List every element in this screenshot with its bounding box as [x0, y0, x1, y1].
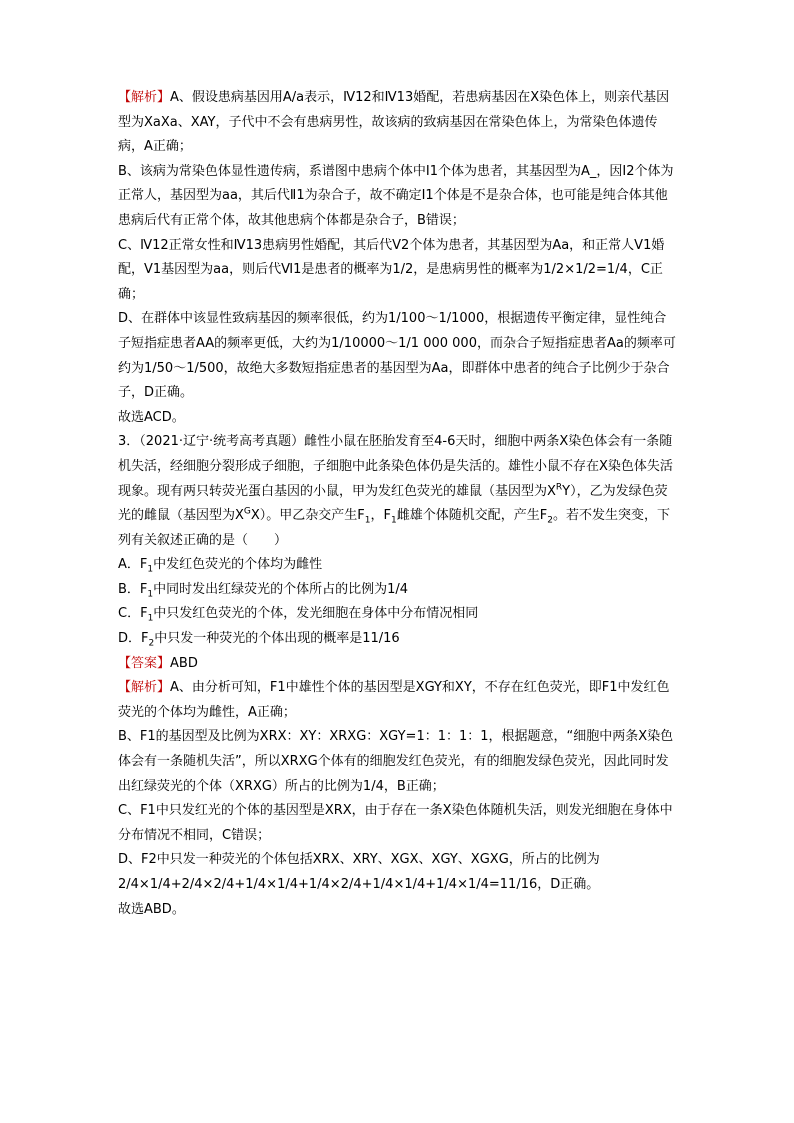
option-c [118, 602, 678, 627]
option-c-prefix: C．F [118, 606, 148, 622]
stem-part-1: 雌性小鼠在胚胎发育至4-6天时，细胞中两条X染色体会有一条随机失活，经细胞分裂形成子细胞，子细胞中此条染色体仍是失活的。雄性小鼠不存在X染色体失活现象。现有两只转荧光蛋白基因的小鼠，甲为发红色荧光的雄鼠（基因型为X [118, 434, 673, 499]
stem-sup-r: R [555, 482, 563, 493]
option-a-text: 中发红色荧光的个体均为雌性 [153, 557, 323, 573]
stem-part-6: 。若不发生突变，下列有关叙述正确的是（ ） [118, 508, 670, 548]
q3-analysis-paragraph-c: C、F1中只发红光的个体的基因型是XRX，由于存在一条X染色体随机失活，则发光细胞在身体中分布情况不相同，C错误； [118, 803, 673, 843]
option-d [118, 627, 678, 652]
answer-line [118, 652, 678, 677]
answer-tag: 【答案】 [118, 655, 171, 671]
option-d-prefix: D．F [118, 631, 149, 647]
stem-sub-2: 2 [547, 515, 553, 526]
option-a [118, 553, 678, 578]
analysis-a-text: A、假设患病基因用A/a表示，Ⅳ12和Ⅳ13婚配，若患病基因在X染色体上，则亲代基因型为XaXa、XAY，子代中不会有患病男性，故该病的致病基因在常染色体上，为常染色体遗传病，A正确； [118, 90, 670, 155]
question-number: 3． [118, 434, 140, 450]
option-b [118, 578, 678, 603]
analysis-paragraph-b: B、该病为常染色体显性遗传病，系谱图中患病个体中Ⅰ1个体为患者，其基因型为A_，因Ⅰ2个体为正常人，基因型为aa，其后代Ⅱ1为杂合子，故不确定Ⅰ1个体是不是杂合体，也可能是纯合体其他患病后代有正常个体，故其他患病个体都是杂合子，B错误； [118, 163, 674, 228]
document-page [118, 86, 678, 922]
q3-analysis-paragraph-b: B、F1的基因型及比例为XRX：XY：XRXG：XGY=1：1：1：1，根据题意，“细胞中两条X染色体会有一条随机失活”，所以XRXG个体有的细胞发红色荧光，有的细胞发绿色荧光，因此同时发出红绿荧光的个体（XRXG）所占的比例为1/4，B正确； [118, 729, 674, 794]
analysis-paragraph-c: C、Ⅳ12正常女性和Ⅳ13患病男性婚配，其后代Ⅴ2个体为患者，其基因型为Aa，和正常人Ⅴ1婚配，Ⅴ1基因型为aa，则后代Ⅵ1是患者的概率为1/2，是患病男性的概率为1/2×1/2=1/4，C正确； [118, 237, 665, 302]
answer-value: ABD [170, 655, 198, 671]
q3-analysis-paragraph-d: D、F2中只发一种荧光的个体包括XRX、XRY、XGX、XGY、XGXG，所占的比例为2/4×1/4+2/4×2/4+1/4×1/4+1/4×2/4+1/4×1/4+1/4×1/4=11/16，D正确。 [118, 852, 600, 892]
option-a-prefix: A．F [118, 557, 148, 573]
stem-part-5: 雌雄个体随机交配，产生F [396, 508, 548, 524]
question-source: （2021·辽宁·统考高考真题） [139, 434, 305, 450]
option-b-sub: 1 [147, 589, 154, 600]
q3-analysis-tag: 【解析】 [118, 680, 171, 696]
option-d-sub: 2 [148, 638, 155, 649]
analysis-tag: 【解析】 [118, 90, 171, 105]
stem-part-2: Y），乙为发绿色荧光的雌鼠（基因型为X [118, 483, 668, 524]
stem-part-4: ，F [370, 508, 391, 524]
q3-analysis-paragraph-a [118, 676, 678, 725]
q3-analysis-a-text: A、由分析可知，F1中雄性个体的基因型是XGY和XY，不存在红色荧光，即F1中发红色荧光的个体均为雌性，A正确； [118, 680, 670, 720]
analysis-paragraph-a [118, 86, 678, 160]
stem-sub-1a: 1 [364, 515, 371, 526]
analysis-paragraph-d: D、在群体中该显性致病基因的频率很低，约为1/100～1/1000，根据遗传平衡定律，显性纯合子短指症患者AA的频率更低，大约为1/10000～1/1 000 000，而杂合子短指症患者Aa的频率可约为1/50～1/500，故绝大多数短指症患者的基因型为Aa，即群体中患者的纯合子比例少于杂合子，D正确。 [118, 311, 676, 401]
option-b-text: 中同时发出红绿荧光的个体所占的比例为1/4 [153, 581, 409, 597]
option-b-prefix: B．F [118, 581, 148, 597]
option-a-sub: 1 [147, 564, 154, 575]
option-d-text: 中只发一种荧光的个体出现的概率是11/16 [154, 631, 400, 647]
q3-analysis-conclusion: 故选ABD。 [118, 901, 185, 917]
question-3-stem [118, 430, 678, 553]
stem-part-3: X）。甲乙杂交产生F [250, 508, 365, 524]
option-c-sub: 1 [147, 614, 154, 625]
stem-sup-g: G [243, 506, 251, 517]
stem-sub-1b: 1 [391, 515, 397, 526]
analysis-conclusion: 故选ACD。 [118, 409, 185, 425]
option-c-text: 中只发红色荧光的个体，发光细胞在身体中分布情况相同 [153, 606, 479, 622]
